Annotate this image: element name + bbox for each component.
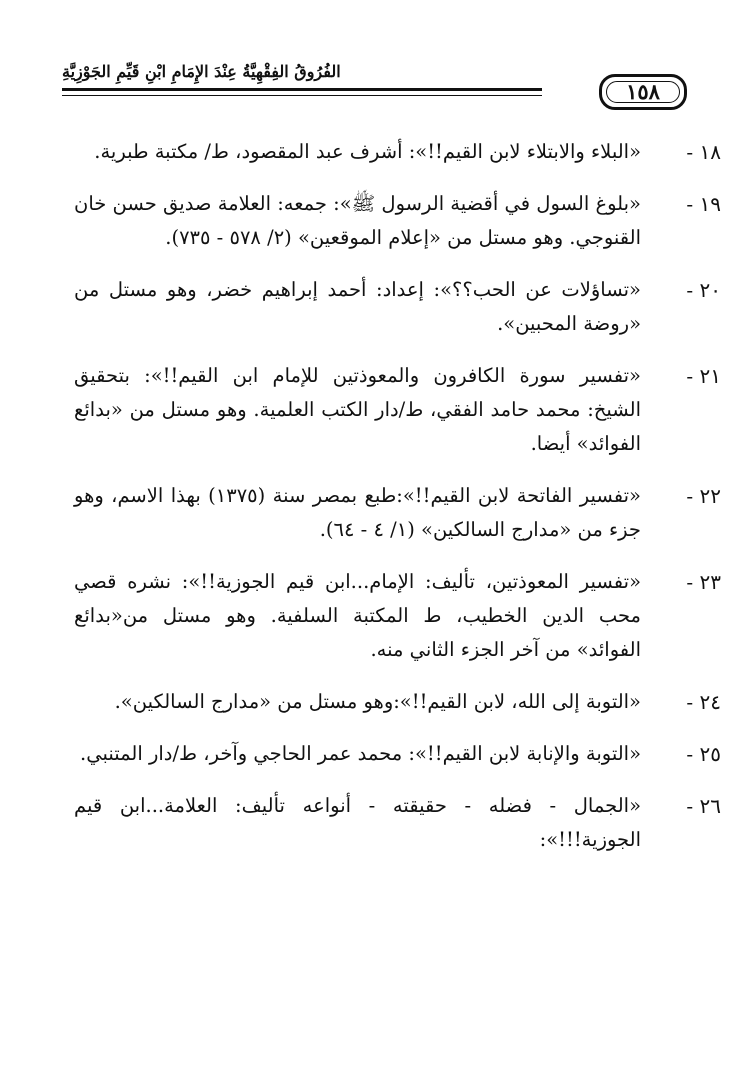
entry-number: ٢٣ - — [686, 570, 721, 594]
entry-number: ٢٥ - — [686, 742, 721, 766]
list-item — [74, 685, 721, 719]
entry-number: ٢٠ - — [686, 278, 721, 302]
book-title: الفُرُوقُ الفِقْهِيَّةُ عِنْدَ الإِمَامِ ابْنِ قَيِّمِ الجَوْزِيَّةِ — [62, 62, 341, 81]
list-item — [74, 135, 721, 169]
list-item — [74, 565, 721, 667]
entry-text: «تساؤلات عن الحب؟؟»: إعداد: أحمد إبراهيم خضر، وهو مستل من «روضة المحبين». — [74, 278, 641, 335]
entry-text: «بلوغ السول في أقضية الرسول ﷺ»: جمعه: العلامة صديق حسن خان القنوجي. وهو مستل من «إعلام الموقعين» (٢/ ٥٧٨ - ٧٣٥). — [74, 192, 641, 249]
entry-text: «البلاء والابتلاء لابن القيم!!»: أشرف عبد المقصود، ط/ مكتبة طبرية. — [94, 140, 641, 163]
page-number-frame — [599, 74, 687, 110]
list-item — [74, 737, 721, 771]
entry-number: ٢٤ - — [686, 690, 721, 714]
entry-text: «تفسير الفاتحة لابن القيم!!»:طبع بمصر سنة (١٣٧٥) بهذا الاسم، وهو جزء من «مدارج السالكين» (١/ ٤ - ٦٤). — [74, 484, 641, 541]
bibliography-list — [74, 135, 721, 875]
list-item — [74, 789, 721, 857]
list-item — [74, 479, 721, 547]
list-item — [74, 273, 721, 341]
list-item — [74, 359, 721, 461]
page-number: ١٥٨ — [626, 79, 660, 104]
entry-text: «التوبة والإنابة لابن القيم!!»: محمد عمر الحاجي وآخر، ط/دار المتنبي. — [80, 742, 641, 765]
entry-text: «الجمال - فضله - حقيقته - أنواعه تأليف: العلامة...ابن قيم الجوزية!!!»: — [74, 794, 641, 851]
entry-number: ٢١ - — [686, 364, 721, 388]
header-rule — [62, 88, 542, 91]
entry-text: «التوبة إلى الله، لابن القيم!!»:وهو مستل من «مدارج السالكين». — [114, 690, 641, 713]
entry-number: ٢٢ - — [686, 484, 721, 508]
entry-text: «تفسير سورة الكافرون والمعوذتين للإمام ابن القيم!!»: بتحقيق الشيخ: محمد حامد الفقي، ط/دار الكتب العلمية. وهو مستل من «بدائع الفوائد» أيضا. — [74, 364, 641, 455]
entry-text: «تفسير المعوذتين، تأليف: الإمام...ابن قيم الجوزية!!»: نشره قصي محب الدين الخطيب، ط المكتبة السلفية. وهو مستل من«بدائع الفوائد» من آخر الجزء الثاني منه. — [74, 570, 641, 661]
list-item — [74, 187, 721, 255]
entry-number: ١٩ - — [686, 192, 721, 216]
entry-number: ١٨ - — [686, 140, 721, 164]
running-header — [62, 60, 687, 118]
header-rule-thin — [62, 95, 542, 96]
entry-number: ٢٦ - — [686, 794, 721, 818]
